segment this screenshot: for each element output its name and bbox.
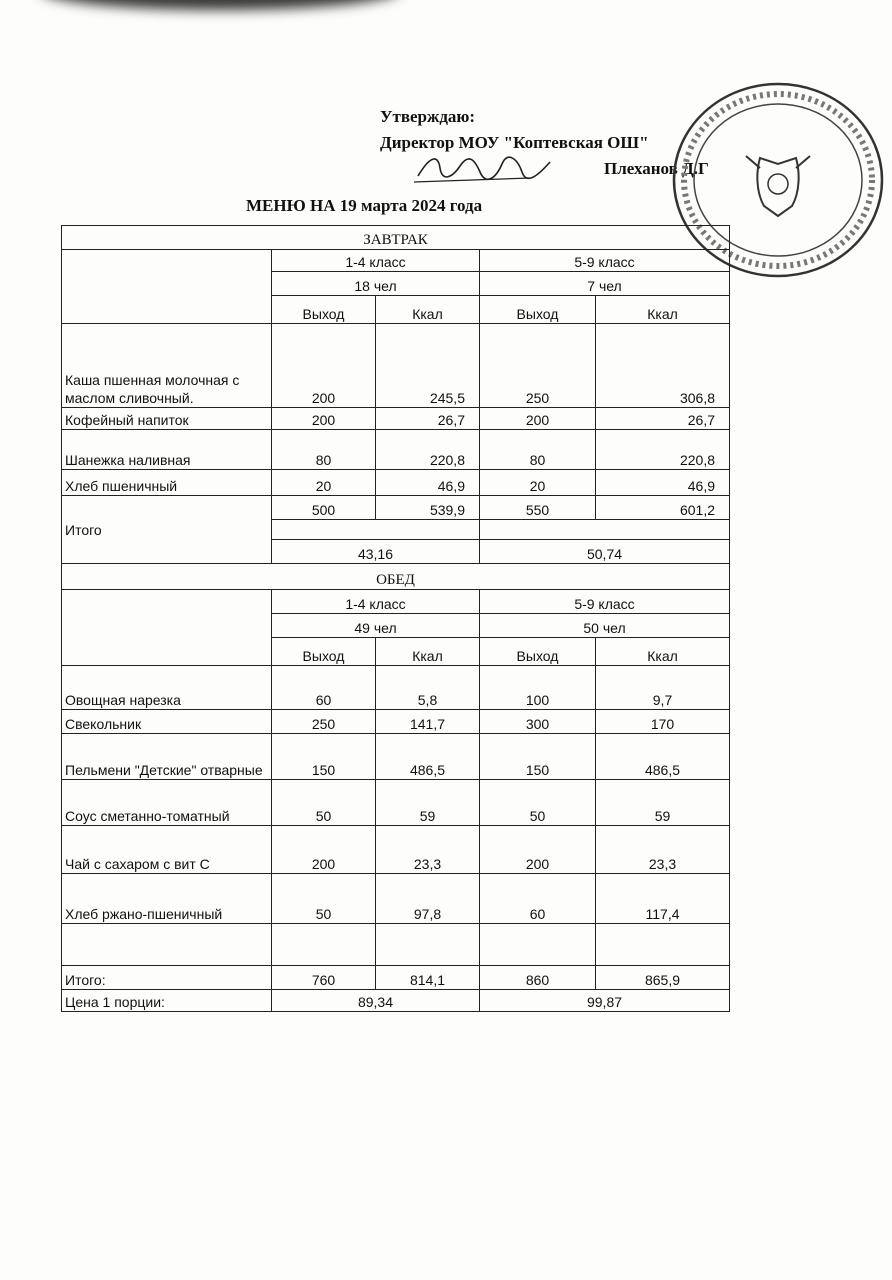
breakfast-row xyxy=(62,408,730,430)
dish-kcal-a: 59 xyxy=(376,780,480,826)
lunch-price-row xyxy=(62,990,730,1012)
total-kcal-b: 865,9 xyxy=(596,966,730,990)
breakfast-col-kcal-a: Ккал xyxy=(376,296,480,324)
empty-cell xyxy=(596,924,730,966)
breakfast-count-a: 18 чел xyxy=(272,272,480,296)
breakfast-col-kcal-b: Ккал xyxy=(596,296,730,324)
breakfast-total-label: Итого xyxy=(62,496,272,564)
dish-out-a: 50 xyxy=(272,780,376,826)
dish-kcal-b: 170 xyxy=(596,710,730,734)
dish-out-b: 200 xyxy=(480,408,596,430)
signature-icon xyxy=(410,148,560,188)
total-kcal-a: 814,1 xyxy=(376,966,480,990)
dish-out-b: 50 xyxy=(480,780,596,826)
empty-cell xyxy=(480,924,596,966)
lunch-count-a: 49 чел xyxy=(272,614,480,638)
lunch-price-a: 89,34 xyxy=(272,990,480,1012)
dish-out-b: 150 xyxy=(480,734,596,780)
lunch-row xyxy=(62,734,730,780)
total-out-a: 760 xyxy=(272,966,376,990)
breakfast-blank-cell xyxy=(62,250,272,324)
dish-out-b: 80 xyxy=(480,430,596,470)
dish-out-a: 20 xyxy=(272,470,376,496)
dish-name: Каша пшенная молочная с маслом сливочный. xyxy=(62,324,272,408)
dish-out-b: 20 xyxy=(480,470,596,496)
dish-out-a: 60 xyxy=(272,666,376,710)
breakfast-row xyxy=(62,324,730,408)
dish-out-b: 200 xyxy=(480,826,596,874)
approval-line-2: Директор МОУ "Коптевская ОШ" xyxy=(380,133,649,152)
lunch-section-row xyxy=(62,564,730,590)
dish-out-b: 60 xyxy=(480,874,596,924)
lunch-class-row xyxy=(62,590,730,614)
lunch-col-kcal-a: Ккал xyxy=(376,638,480,666)
lunch-total-label: Итого: xyxy=(62,966,272,990)
breakfast-row xyxy=(62,430,730,470)
spacer-cell xyxy=(272,520,480,540)
dish-kcal-a: 220,8 xyxy=(376,430,480,470)
dish-kcal-a: 23,3 xyxy=(376,826,480,874)
breakfast-section-row xyxy=(62,226,730,250)
breakfast-col-out-b: Выход xyxy=(480,296,596,324)
dish-name: Кофейный напиток xyxy=(62,408,272,430)
dish-name: Шанежка наливная xyxy=(62,430,272,470)
lunch-price-label: Цена 1 порции: xyxy=(62,990,272,1012)
lunch-count-b: 50 чел xyxy=(480,614,730,638)
total-kcal-b: 601,2 xyxy=(596,496,730,520)
breakfast-class-a: 1-4 класс xyxy=(272,250,480,272)
dish-kcal-a: 46,9 xyxy=(376,470,480,496)
lunch-row xyxy=(62,666,730,710)
lunch-row xyxy=(62,826,730,874)
dish-out-a: 150 xyxy=(272,734,376,780)
dish-name: Овощная нарезка xyxy=(62,666,272,710)
breakfast-price-b: 50,74 xyxy=(480,540,730,564)
lunch-blank-cell xyxy=(62,590,272,666)
lunch-row xyxy=(62,874,730,924)
dish-out-a: 80 xyxy=(272,430,376,470)
dish-name: Свекольник xyxy=(62,710,272,734)
dish-kcal-b: 220,8 xyxy=(596,430,730,470)
lunch-row xyxy=(62,780,730,826)
breakfast-col-out-a: Выход xyxy=(272,296,376,324)
breakfast-class-b: 5-9 класс xyxy=(480,250,730,272)
dish-kcal-a: 141,7 xyxy=(376,710,480,734)
total-out-a: 500 xyxy=(272,496,376,520)
breakfast-row xyxy=(62,470,730,496)
director-name: Плеханов Д.Г xyxy=(604,159,709,178)
lunch-col-out-a: Выход xyxy=(272,638,376,666)
approval-line-1: Утверждаю: xyxy=(380,107,476,126)
lunch-heading: ОБЕД xyxy=(62,564,730,590)
lunch-col-kcal-b: Ккал xyxy=(596,638,730,666)
dish-kcal-b: 117,4 xyxy=(596,874,730,924)
dish-out-a: 50 xyxy=(272,874,376,924)
lunch-col-out-b: Выход xyxy=(480,638,596,666)
dish-kcal-b: 26,7 xyxy=(596,408,730,430)
dish-name: Чай с сахаром с вит С xyxy=(62,826,272,874)
dish-name: Соус сметанно-томатный xyxy=(62,780,272,826)
lunch-empty-row xyxy=(62,924,730,966)
empty-cell xyxy=(62,924,272,966)
breakfast-class-row xyxy=(62,250,730,272)
dish-kcal-a: 245,5 xyxy=(376,324,480,408)
dish-kcal-b: 59 xyxy=(596,780,730,826)
dish-kcal-b: 486,5 xyxy=(596,734,730,780)
total-out-b: 550 xyxy=(480,496,596,520)
dish-kcal-a: 26,7 xyxy=(376,408,480,430)
lunch-row xyxy=(62,710,730,734)
total-kcal-a: 539,9 xyxy=(376,496,480,520)
scan-shadow xyxy=(40,0,400,10)
dish-kcal-b: 9,7 xyxy=(596,666,730,710)
empty-cell xyxy=(376,924,480,966)
dish-kcal-a: 97,8 xyxy=(376,874,480,924)
dish-name: Пельмени "Детские" отварные xyxy=(62,734,272,780)
dish-out-a: 200 xyxy=(272,826,376,874)
dish-out-a: 250 xyxy=(272,710,376,734)
dish-out-b: 250 xyxy=(480,324,596,408)
menu-title: МЕНЮ НА 19 марта 2024 года xyxy=(246,196,483,215)
total-out-b: 860 xyxy=(480,966,596,990)
dish-out-a: 200 xyxy=(272,324,376,408)
dish-kcal-a: 486,5 xyxy=(376,734,480,780)
lunch-class-a: 1-4 класс xyxy=(272,590,480,614)
dish-name: Хлеб ржано-пшеничный xyxy=(62,874,272,924)
menu-table xyxy=(61,225,730,1012)
dish-kcal-b: 306,8 xyxy=(596,324,730,408)
dish-kcal-b: 46,9 xyxy=(596,470,730,496)
spacer-cell xyxy=(480,520,730,540)
dish-kcal-a: 5,8 xyxy=(376,666,480,710)
breakfast-heading: ЗАВТРАК xyxy=(62,226,730,250)
dish-out-a: 200 xyxy=(272,408,376,430)
breakfast-price-a: 43,16 xyxy=(272,540,480,564)
dish-out-b: 100 xyxy=(480,666,596,710)
dish-name: Хлеб пшеничный xyxy=(62,470,272,496)
breakfast-totals-row xyxy=(62,496,730,520)
lunch-class-b: 5-9 класс xyxy=(480,590,730,614)
lunch-totals-row xyxy=(62,966,730,990)
lunch-price-b: 99,87 xyxy=(480,990,730,1012)
dish-out-b: 300 xyxy=(480,710,596,734)
dish-kcal-b: 23,3 xyxy=(596,826,730,874)
empty-cell xyxy=(272,924,376,966)
breakfast-count-b: 7 чел xyxy=(480,272,730,296)
